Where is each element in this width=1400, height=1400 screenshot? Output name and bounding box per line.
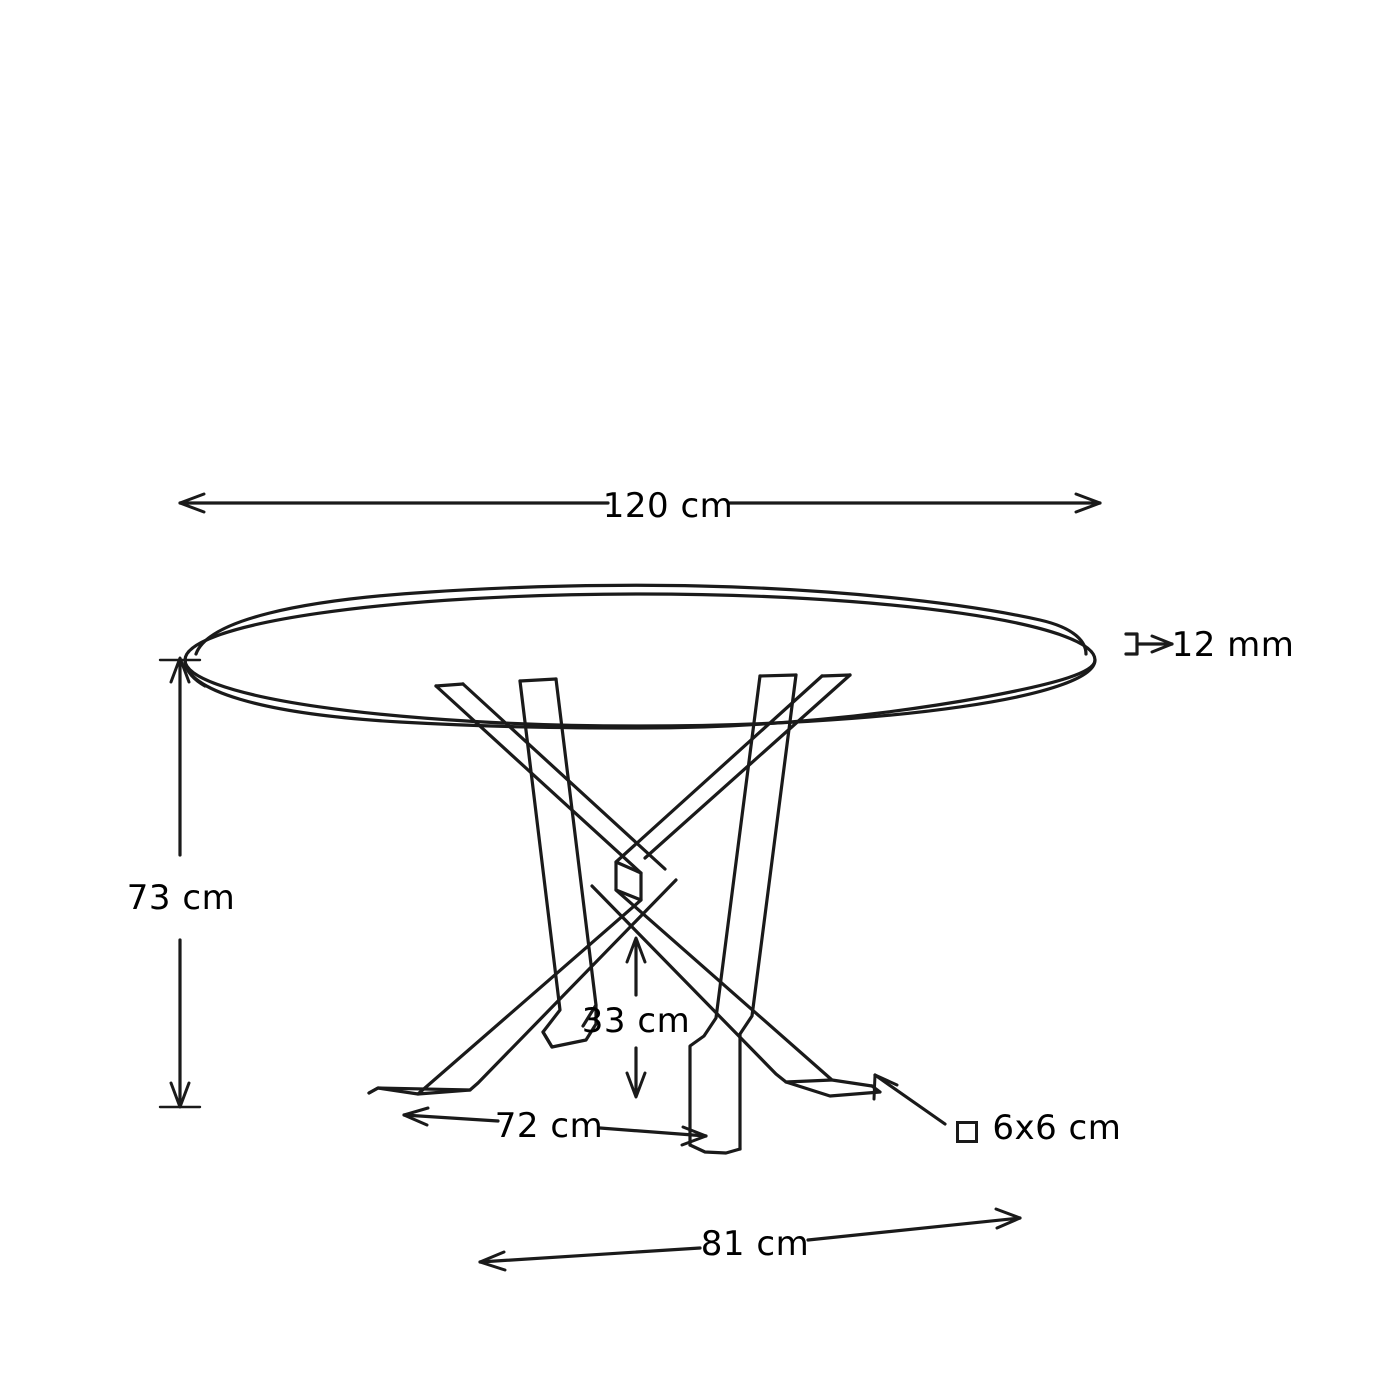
dimension-label-72cm: 72 cm [494,1106,604,1146]
dimension-label-33cm: 33 cm [581,1001,691,1041]
table-top-edge [185,660,1095,728]
table-leg-back-left [520,679,596,1047]
dimension-callout-12mm [1126,634,1172,654]
dimension-label-12mm: 12 mm [1171,625,1295,665]
dimension-label-6x6cm-group [955,1108,1121,1150]
dimension-callout-6x6cm [874,1075,945,1124]
table-top-surface [185,594,1095,726]
dimension-label-73cm: 73 cm [126,878,236,918]
square-outline-icon [955,1110,981,1150]
dimension-label-81cm: 81 cm [700,1224,810,1264]
dimension-label-6x6cm: 6x6 cm [992,1108,1122,1148]
dimension-label-120cm: 120 cm [602,486,734,526]
